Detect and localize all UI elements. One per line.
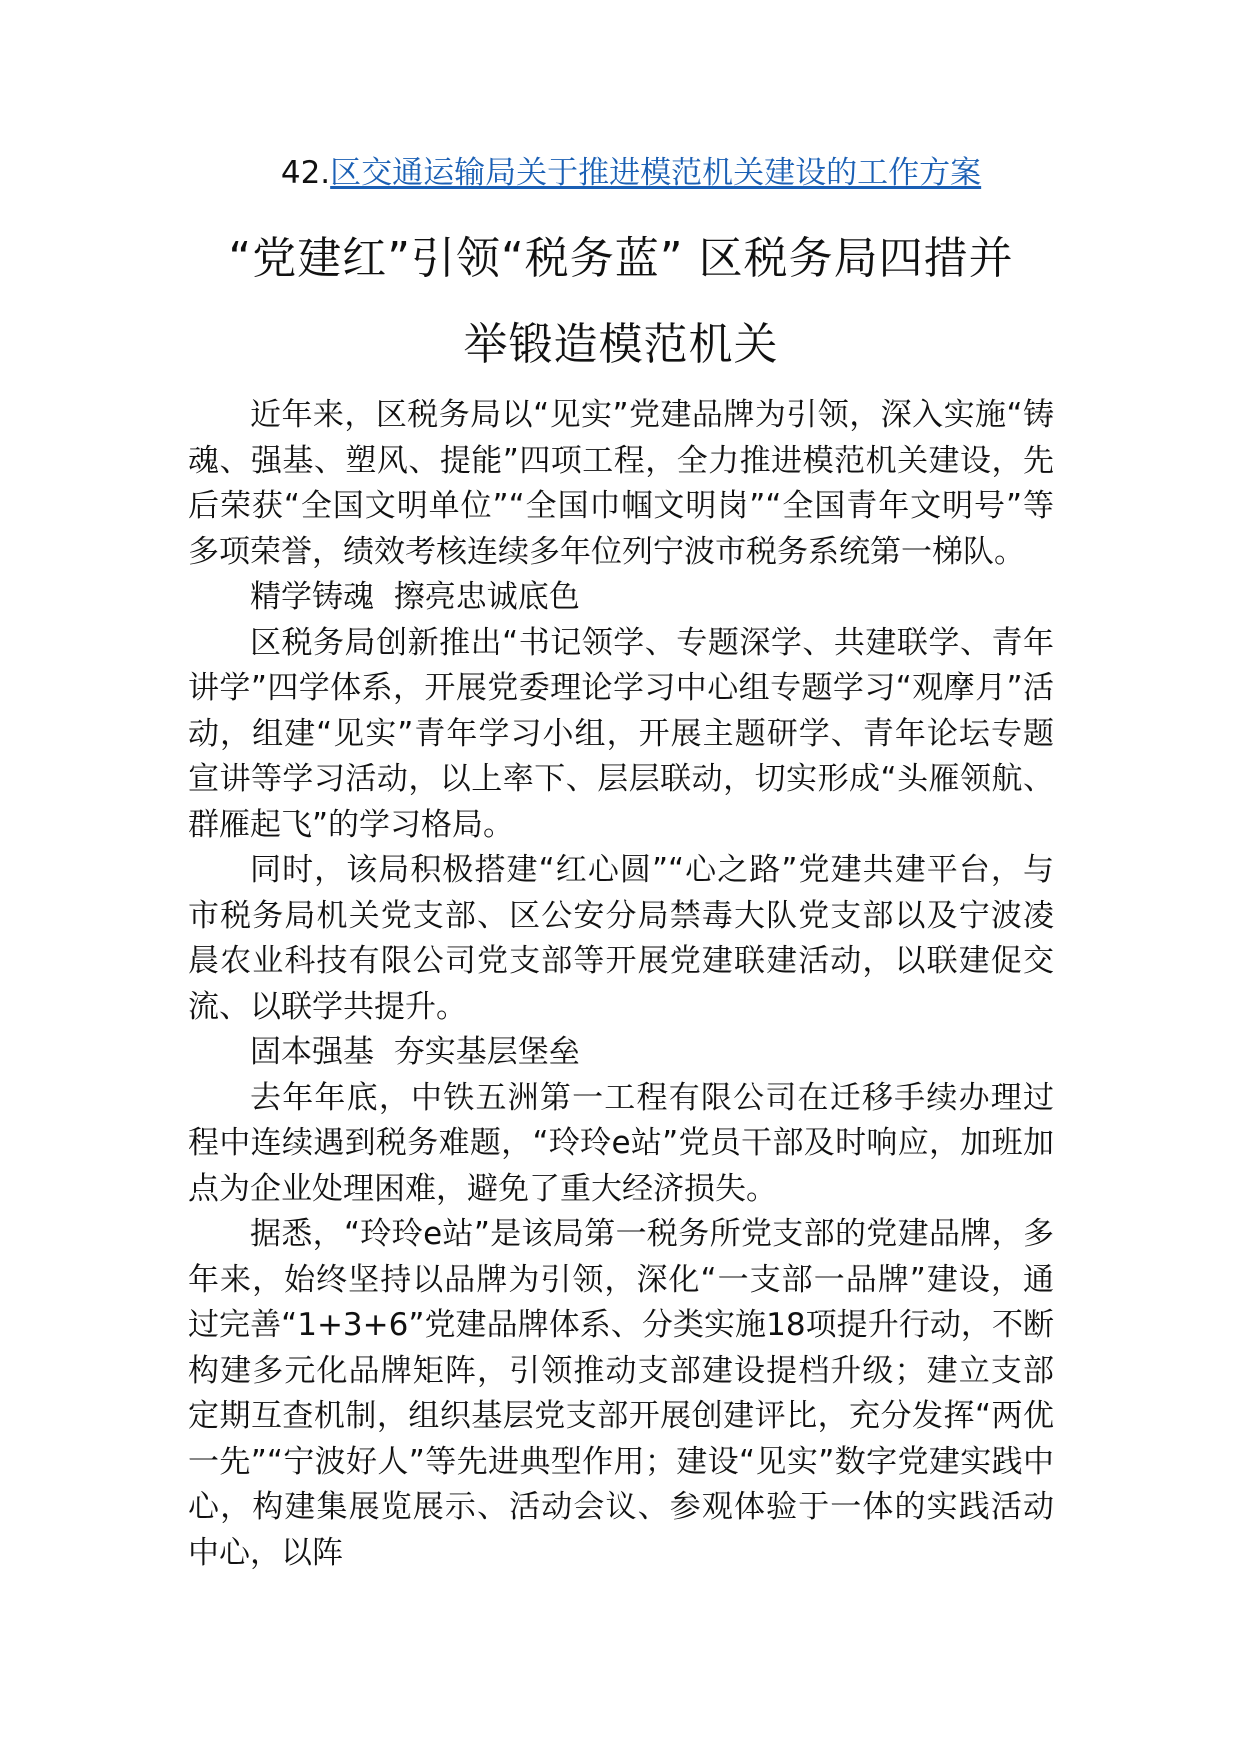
article-title [188, 216, 1054, 388]
article-body [188, 393, 1054, 1576]
related-article-line [208, 150, 1054, 196]
body-paragraph: 同时，该局积极搭建“红心圆”“心之路”党建共建平台，与市税务局机关党支部、区公安分局禁毒大队党支部以及宁波凌晨农业科技有限公司党支部等开展党建联建活动，以联建促交流、以联学共提升。 [188, 852, 1054, 1025]
body-paragraph: 近年来，区税务局以“见实”党建品牌为引领，深入实施“铸魂、强基、塑风、提能”四项工程，全力推进模范机关建设，先后荣获“全国文明单位”“全国巾帼文明岗”“全国青年文明号”等多项荣誉，绩效考核连续多年位列宁波市税务系统第一梯队。 [188, 397, 1054, 570]
article-title-line-1: “党建红”引领“税务蓝” 区税务局四措并 [228, 233, 1014, 284]
related-article-link[interactable]: 区交通运输局关于推进模范机关建设的工作方案 [330, 155, 982, 191]
article-number: 42. [280, 155, 331, 191]
section-heading: 固本强基 夯实基层堡垒 [250, 1034, 580, 1070]
document-page [188, 150, 1054, 1576]
body-paragraph: 去年年底，中铁五洲第一工程有限公司在迁移手续办理过程中连续遇到税务难题，“玲玲e站”党员干部及时响应，加班加点为企业处理困难，避免了重大经济损失。 [188, 1079, 1054, 1207]
section-heading: 精学铸魂 擦亮忠诚底色 [250, 579, 580, 615]
article-title-line-2: 举锻造模范机关 [463, 319, 779, 370]
body-paragraph: 区税务局创新推出“书记领学、专题深学、共建联学、青年讲学”四学体系，开展党委理论学习中心组专题学习“观摩月”活动，组建“见实”青年学习小组，开展主题研学、青年论坛专题宣讲等学习活动，以上率下、层层联动，切实形成“头雁领航、群雁起飞”的学习格局。 [188, 624, 1054, 843]
body-paragraph: 据悉，“玲玲e站”是该局第一税务所党支部的党建品牌，多年来，始终坚持以品牌为引领，深化“一支部一品牌”建设，通过完善“1+3+6”党建品牌体系、分类实施18项提升行动，不断构建多元化品牌矩阵，引领推动支部建设提档升级；建立支部定期互查机制，组织基层党支部开展创建评比，充分发挥“两优一先”“宁波好人”等先进典型作用；建设“见实”数字党建实践中心，构建集展览展示、活动会议、参观体验于一体的实践活动中心，以阵 [188, 1216, 1054, 1571]
